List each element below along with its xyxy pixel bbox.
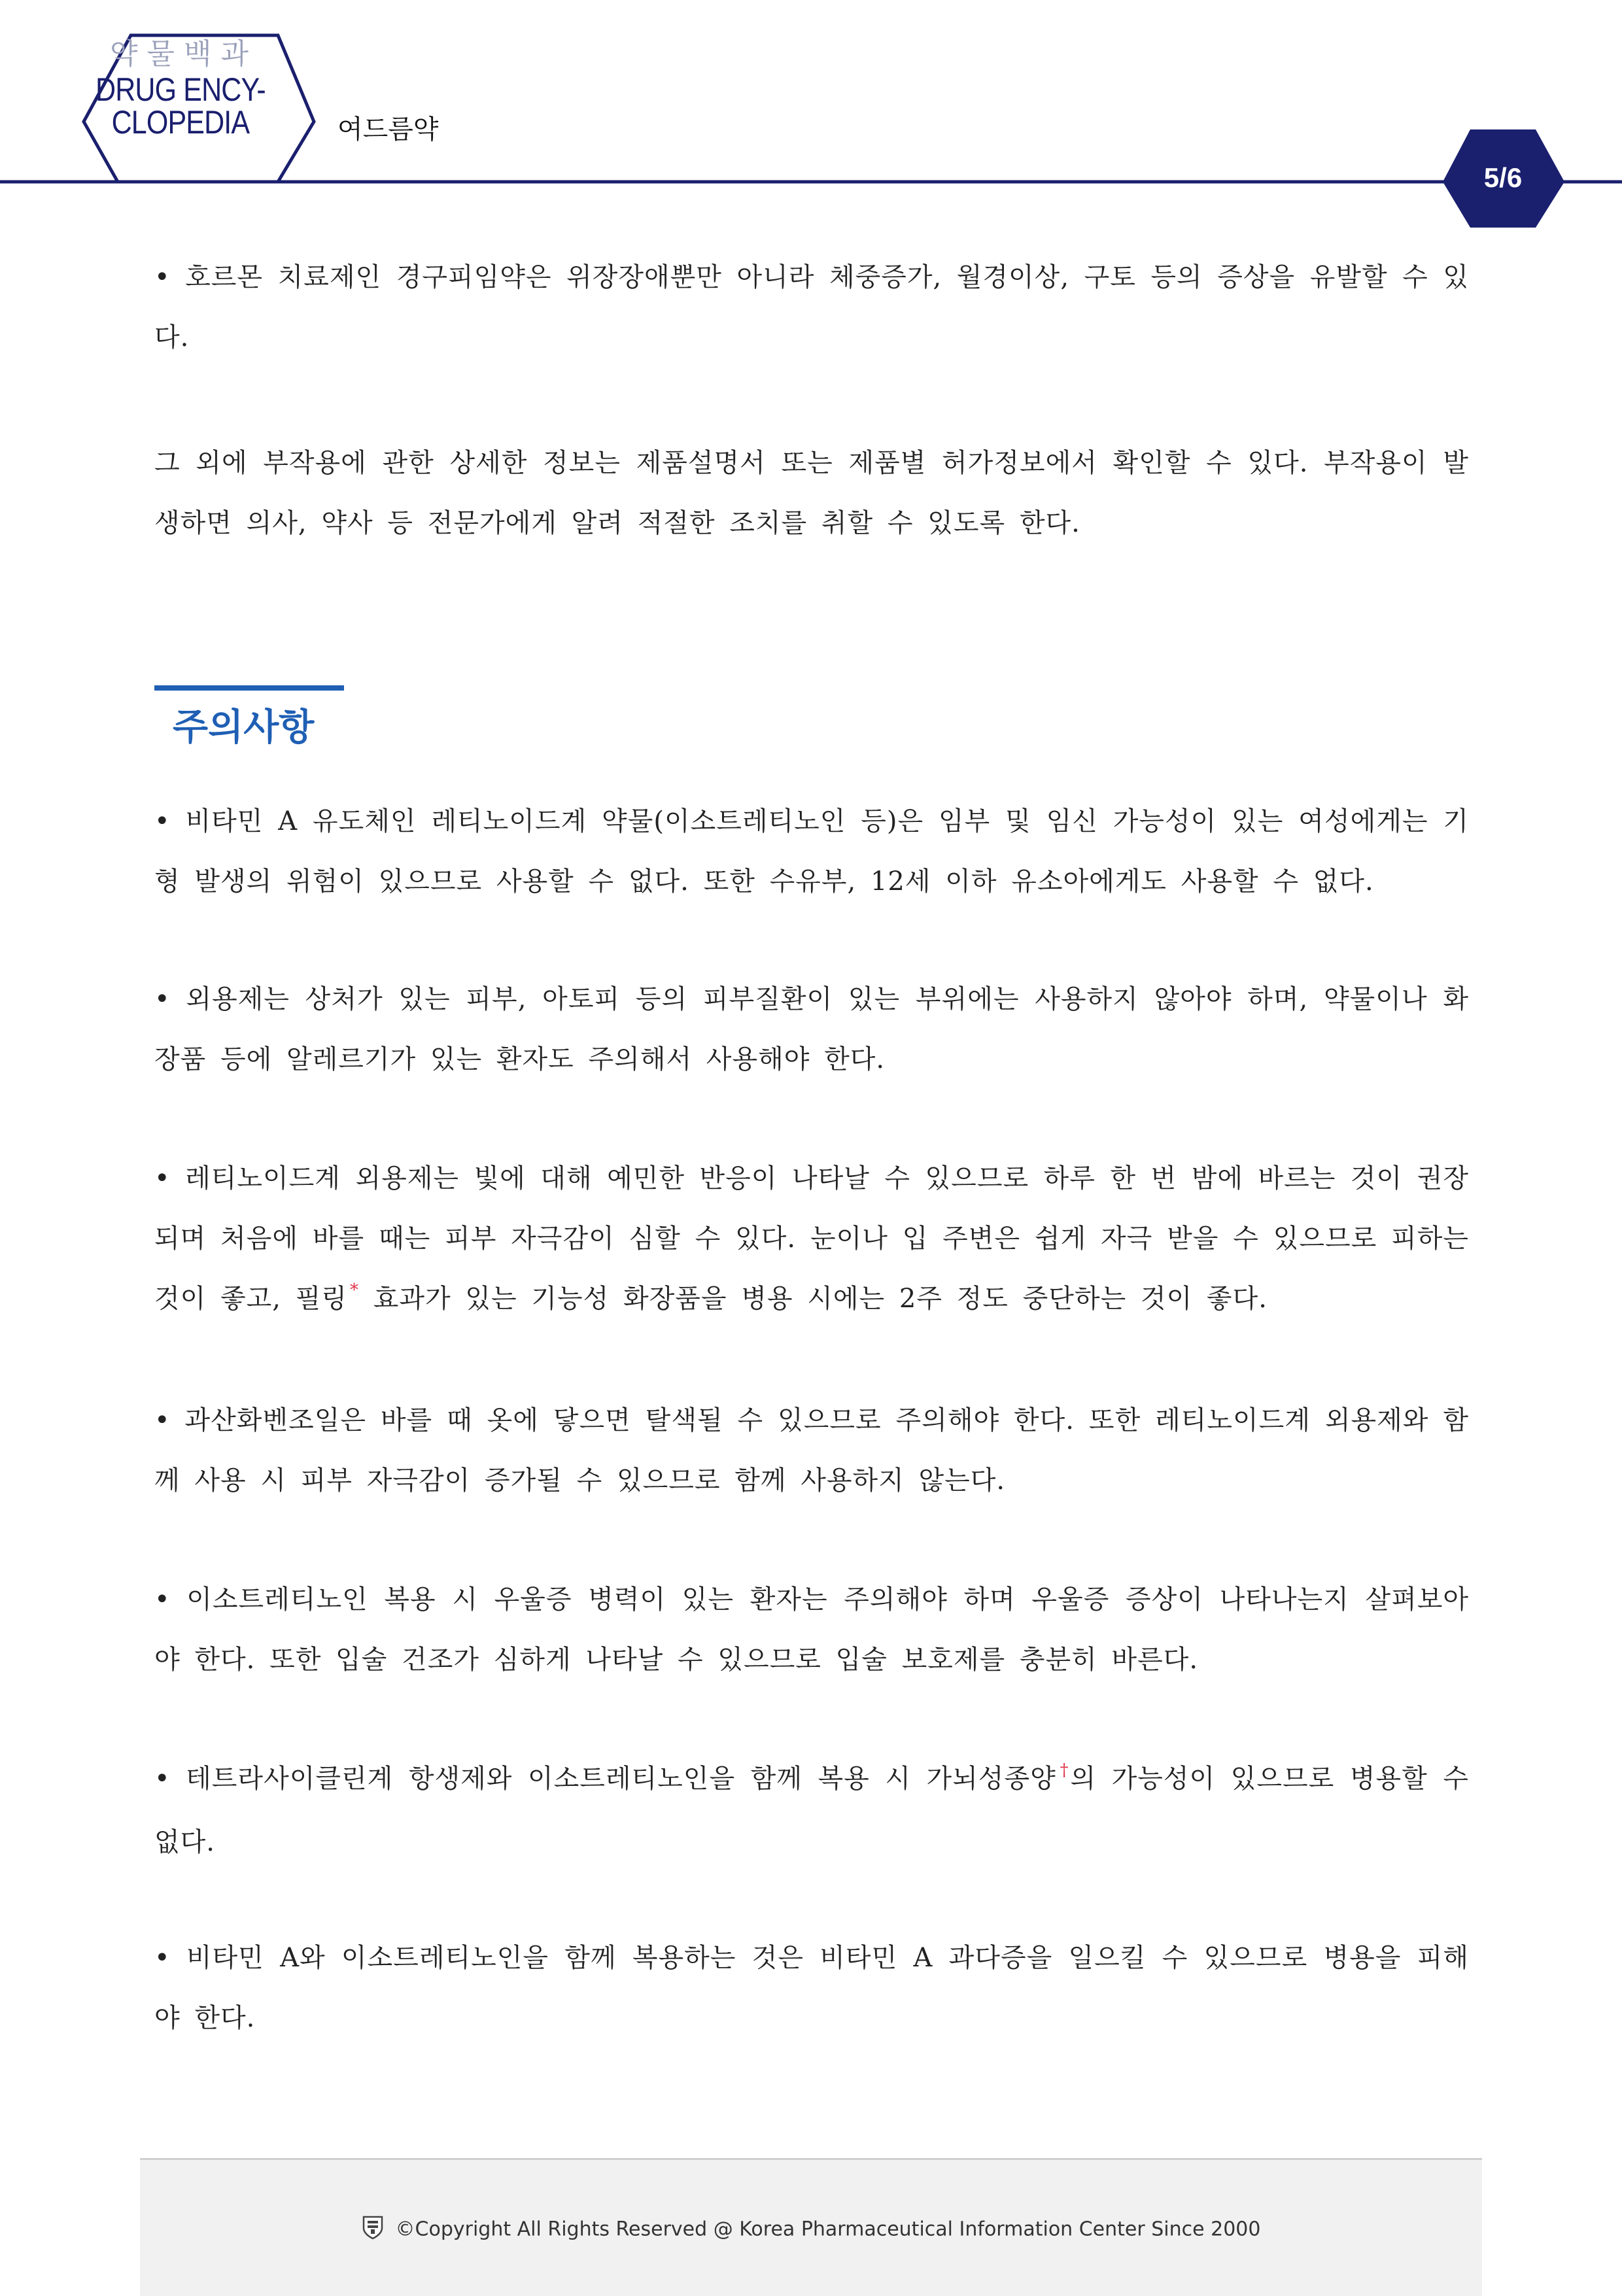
footnote-mark-dagger: †	[1058, 1760, 1071, 1780]
footer-content	[140, 2215, 1482, 2245]
kpic-crest-icon	[362, 2215, 384, 2245]
page-number: 5/6	[1483, 162, 1523, 193]
precaution-text-part: • 레티노이드계 외용제는 빛에 대해 예민한 반응이 나타날 수 있으므로 하루 한 번 밤에 바르는 것이 권장되며 처음에 바를 때는 피부 자극감이 심할 수 있다. 눈이나 입 주변은 쉽게 자극 받을 수 있으므로 피하는 것이 좋고, 필링	[154, 1163, 1469, 1314]
section-accent-bar	[154, 685, 344, 691]
footnote-mark-asterisk: *	[349, 1280, 359, 1300]
section-title-precautions: 주의사항	[173, 706, 315, 749]
precaution-text-part: 의 가능성이 있으므로 병용할 수 없다.	[154, 1764, 1470, 1857]
precaution-item	[154, 1749, 1469, 1872]
precaution-item	[154, 1148, 1469, 1332]
page-header	[0, 0, 1622, 235]
side-effect-info-paragraph: 그 외에 부작용에 관한 상세한 정보는 제품설명서 또는 제품별 허가정보에서 확인할 수 있다. 부작용이 발생하면 의사, 약사 등 전문가에게 알려 적절한 조치를 취할 수 있도록 한다.	[154, 448, 1469, 538]
precaution-item: • 이소트레티노인 복용 시 우울증 병력이 있는 환자는 주의해야 하며 우울증 증상이 나타나는지 살펴보아야 한다. 또한 입술 건조가 심하게 나타날 수 있으므로 입술 보호제를 충분히 바른다.	[154, 1585, 1469, 1675]
drug-name-title: 여드름약	[337, 114, 439, 145]
precaution-item: • 외용제는 상처가 있는 피부, 아토피 등의 피부질환이 있는 부위에는 사용하지 않아야 하며, 약물이나 화장품 등에 알레르기가 있는 환자도 주의해서 사용해야 한다.	[154, 984, 1469, 1074]
precaution-item: • 과산화벤조일은 바를 때 옷에 닿으면 탈색될 수 있으므로 주의해야 한다. 또한 레티노이드계 외용제와 함께 사용 시 피부 자극감이 증가될 수 있으므로 함께 사용하지 않는다.	[154, 1405, 1469, 1496]
precaution-item: • 비타민 A와 이소트레티노인을 함께 복용하는 것은 비타민 A 과다증을 일으킬 수 있으므로 병용을 피해야 한다.	[154, 1943, 1469, 2033]
copyright-text: ©Copyright All Rights Reserved @ Korea Pharmaceutical Information Center Since 2000	[395, 2218, 1261, 2241]
page-footer	[140, 2158, 1482, 2296]
precaution-text-part: • 테트라사이클린계 항생제와 이소트레티노인을 함께 복용 시 가뇌성종양	[154, 1764, 1056, 1794]
logo-english-line-1: DRUG ENCY-	[95, 71, 266, 108]
precaution-text-part: 효과가 있는 기능성 화장품을 병용 시에는 2주 정도 중단하는 것이 좋다.	[358, 1284, 1268, 1314]
precaution-item: • 비타민 A 유도체인 레티노이드계 약물(이소트레티노인 등)은 임부 및 임신 가능성이 있는 여성에게는 기형 발생의 위험이 있으므로 사용할 수 없다. 또한 수유부, 12세 이하 유소아에게도 사용할 수 없다.	[154, 806, 1469, 897]
side-effect-bullet-paragraph: • 호르몬 치료제인 경구피임약은 위장장애뿐만 아니라 체중증가, 월경이상, 구토 등의 증상을 유발할 수 있다.	[154, 262, 1469, 352]
logo-english-text	[88, 73, 273, 139]
logo-english-line-2: CLOPEDIA	[111, 104, 250, 141]
logo-korean-text: 약물백과	[110, 37, 258, 71]
